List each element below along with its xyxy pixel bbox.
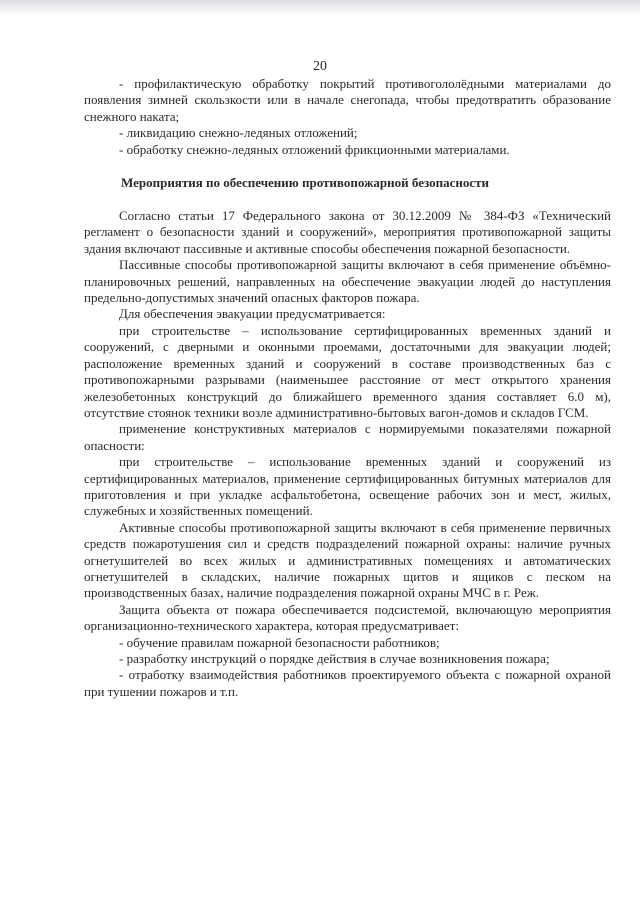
body-paragraph: применение конструктивных материалов с нормируемыми показателями пожарной опасности:	[84, 421, 611, 453]
body-paragraph: Согласно статьи 17 Федерального закона от 30.12.2009 № 384-ФЗ «Технический регламент о безопасности зданий и сооружений», мероприятия противопожарной защиты здания включают пассивные и активные способы обеспечения пожарной безопасности.	[84, 208, 611, 256]
page-number: 20	[313, 59, 327, 74]
body-paragraph: Для обеспечения эвакуации предусматривается:	[119, 306, 386, 322]
list-item: - разработку инструкций о порядке действия в случае возникновения пожара;	[119, 651, 550, 666]
bullet-paragraph: - обработку снежно-ледяных отложений фрикционными материалами.	[119, 141, 510, 157]
bullet-paragraph: - профилактическую обработку покрытий противогололёдными материалами до появления зимней скользкости или в начале снегопада, чтобы предотвратить образование снежного наката;	[84, 76, 611, 124]
document-body	[84, 76, 611, 700]
bullet-paragraph: - ликвидацию снежно-ледяных отложений;	[119, 125, 358, 141]
list-item: - отработку взаимодействия работников проектируемого объекта с пожарной охраной при тушении пожаров и т.п.	[84, 667, 611, 699]
section-title: Мероприятия по обеспечению противопожарной безопасности	[121, 175, 490, 191]
body-paragraph: Пассивные способы противопожарной защиты включают в себя применение объёмно-планировочных решений, направленных на обеспечение эвакуации людей до наступления предельно-допустимых значений опасных факторов пожара.	[84, 257, 611, 306]
body-paragraph: Защита объекта от пожара обеспечивается подсистемой, включающую мероприятия организационно-технического характера, которая предусматривает:	[84, 601, 611, 634]
body-paragraph: при строительстве – использование сертифицированных временных зданий и сооружений, с дверными и оконными проемами, достаточными для эвакуации людей; расположение временных зданий и сооружений в составе производственных баз с противопожарными разрывами (наименьшее расстояние от мест открытого хранения железобетонных конструкций до ближайшего временного здания составляет 6.0 м), отсутствие стоянок техники возле административно-бытовых вагон-домов и складов ГСМ.	[84, 322, 611, 420]
body-paragraph: при строительстве – использование временных зданий и сооружений из сертифицированных материалов, применение сертифицированных битумных материалов для приготовления и при укладке асфальтобетона, освещение рабочих зон и мест, жилых, служебных и хозяйственных помещений.	[84, 454, 611, 519]
list-item: - обучение правилам пожарной безопасности работников;	[119, 634, 440, 650]
body-paragraph: Активные способы противопожарной защиты включают в себя применение первичных средств пожаротушения сил и средств подразделений пожарной охраны: наличие ручных огнетушителей во всех жилых и административных помещениях и автоматических огнетушителей в складских, наличие пожарных щитов и ящиков с песком на производственных базах, наличие подразделения пожарной охраны МЧС в г. Реж.	[84, 519, 611, 601]
